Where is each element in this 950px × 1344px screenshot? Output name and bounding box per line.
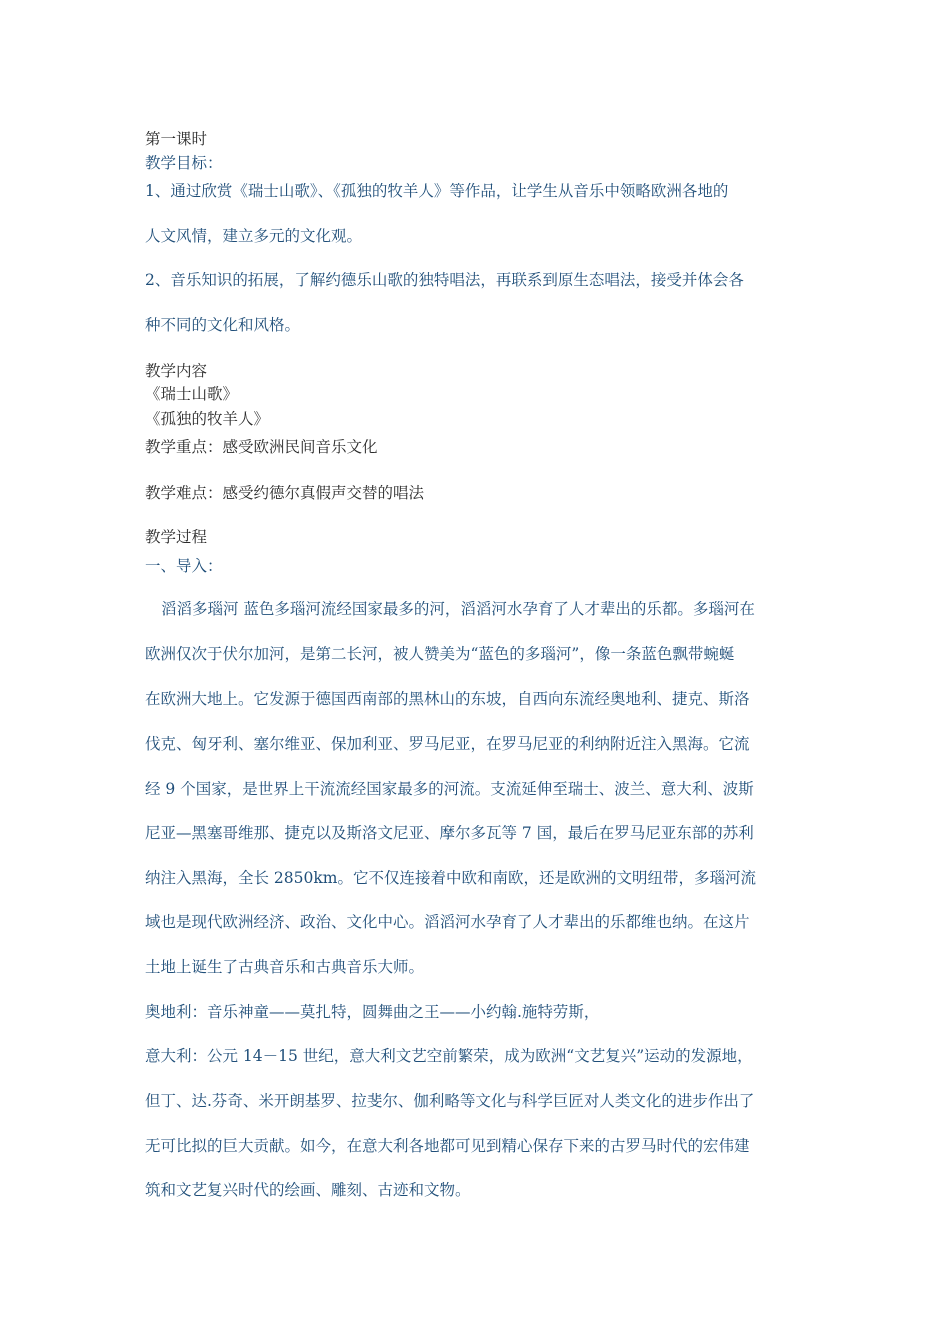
austria-line: 奥地利：音乐神童——莫扎特，圆舞曲之王——小约翰.施特劳斯， bbox=[145, 1003, 600, 1021]
intro-line: 域也是现代欧洲经济、政治、文化中心。滔滔河水孕育了人才辈出的乐都维也纳。在这片 bbox=[145, 913, 750, 931]
objectives-heading: 教学目标： bbox=[145, 154, 223, 172]
key-point: 教学重点：感受欧洲民间音乐文化 bbox=[145, 438, 378, 456]
intro-line: 在欧洲大地上。它发源于德国西南部的黑林山的东坡，自西向东流经奥地利、捷克、斯洛 bbox=[145, 690, 750, 708]
step-1-heading: 一、导入： bbox=[145, 557, 223, 575]
italy-line: 但丁、达.芬奇、米开朗基罗、拉斐尔、伽利略等文化与科学巨匠对人类文化的进步作出了 bbox=[145, 1092, 755, 1110]
difficulty: 教学难点：感受约德尔真假声交替的唱法 bbox=[145, 484, 425, 502]
objective-1-line-2: 人文风情，建立多元的文化观。 bbox=[145, 227, 363, 245]
content-item-2: 《孤独的牧羊人》 bbox=[145, 410, 270, 428]
document-page bbox=[145, 0, 815, 1344]
italy-line: 意大利：公元 14－15 世纪，意大利文艺空前繁荣，成为欧洲“文艺复兴”运动的发源地， bbox=[145, 1047, 753, 1065]
intro-line: 滔滔多瑙河 蓝色多瑙河流经国家最多的河，滔滔河水孕育了人才辈出的乐都。多瑙河在 bbox=[161, 600, 755, 618]
intro-line: 伐克、匈牙利、塞尔维亚、保加利亚、罗马尼亚，在罗马尼亚的利纳附近注入黑海。它流 bbox=[145, 735, 750, 753]
objective-1-line-1: 1、通过欣赏《瑞士山歌》、《孤独的牧羊人》等作品，让学生从音乐中领略欧洲各地的 bbox=[145, 182, 729, 200]
intro-line: 土地上诞生了古典音乐和古典音乐大师。 bbox=[145, 958, 425, 976]
italy-line: 无可比拟的巨大贡献。如今，在意大利各地都可见到精心保存下来的古罗马时代的宏伟建 bbox=[145, 1137, 750, 1155]
intro-line: 纳注入黑海，全长 2850km。它不仅连接着中欧和南欧，还是欧洲的文明纽带，多瑙河流 bbox=[145, 869, 756, 887]
objective-2-line-2: 种不同的文化和风格。 bbox=[145, 316, 301, 334]
italy-line: 筑和文艺复兴时代的绘画、雕刻、古迹和文物。 bbox=[145, 1181, 471, 1199]
intro-line: 欧洲仅次于伏尔加河，是第二长河，被人赞美为“蓝色的多瑙河”，像一条蓝色飘带蜿蜒 bbox=[145, 645, 735, 663]
content-item-1: 《瑞士山歌》 bbox=[145, 385, 239, 403]
objective-2-line-1: 2、音乐知识的拓展，了解约德乐山歌的独特唱法，再联系到原生态唱法，接受并体会各 bbox=[145, 271, 744, 289]
intro-line: 经 9 个国家，是世界上干流流经国家最多的河流。支流延伸至瑞士、波兰、意大利、波斯 bbox=[145, 780, 754, 798]
content-heading: 教学内容 bbox=[145, 362, 208, 380]
intro-line: 尼亚—黑塞哥维那、捷克以及斯洛文尼亚、摩尔多瓦等 7 国，最后在罗马尼亚东部的苏利 bbox=[145, 824, 754, 842]
lesson-title: 第一课时 bbox=[145, 130, 208, 148]
process-heading: 教学过程 bbox=[145, 528, 208, 546]
